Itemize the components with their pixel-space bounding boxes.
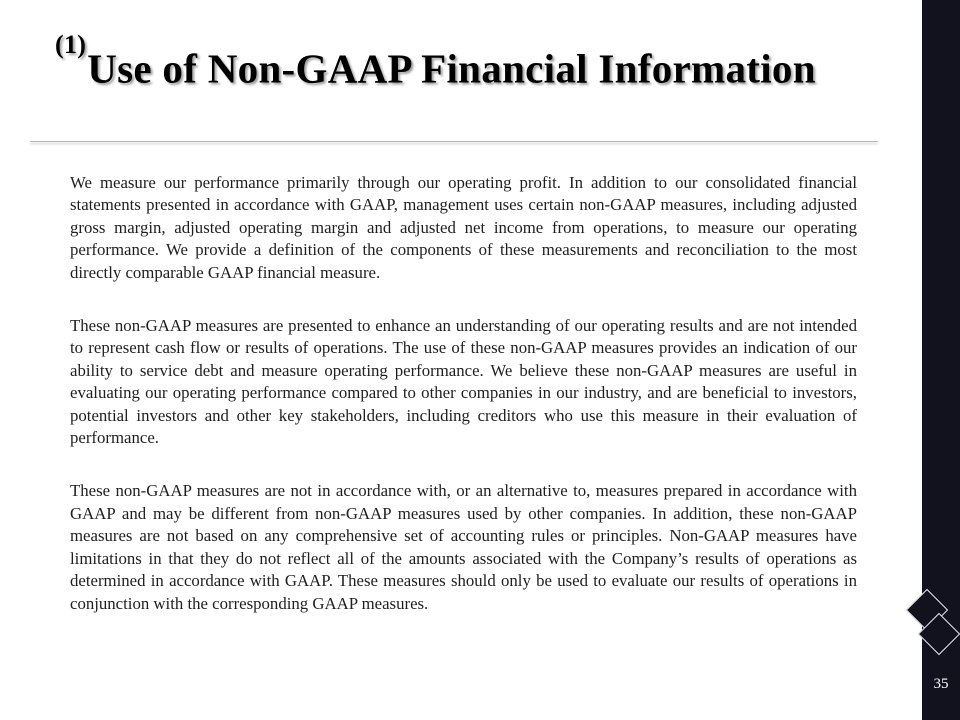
body-paragraph: We measure our performance primarily through our operating profit. In addition to our consolidated financial statements presented in accordance with GAAP, management uses certain non-GAAP measures, including adjusted gross margin, adjusted operating margin and adjusted net income from operations, to measure our operating performance. We provide a definition of the components of these measurements and reconciliation to the most directly comparable GAAP financial measure. [70, 173, 857, 282]
body-paragraph: These non-GAAP measures are presented to enhance an understanding of our operating results and are not intended to represent cash flow or results of operations. The use of these non-GAAP measures provides an indication of our ability to service debt and measure operating performance. We believe these non-GAAP measures are useful in evaluating our operating performance compared to other companies in our industry, and are beneficial to investors, potential investors and other key stakeholders, including creditors who use this measure in their evaluation of performance. [70, 316, 857, 448]
title-block [55, 30, 880, 92]
slide-title [55, 30, 880, 92]
title-footnote-marker: (1) [55, 30, 87, 59]
slide-body [70, 172, 857, 615]
body-paragraph: These non-GAAP measures are not in accordance with, or an alternative to, measures prepared in accordance with GAAP and may be different from non-GAAP measures used by other companies. In addition, these non-GAAP measures are not based on any comprehensive set of accounting rules or principles. Non-GAAP measures have limitations in that they do not reflect all of the amounts associated with the Company’s results of operations as determined in accordance with GAAP. These measures should only be used to evaluate our results of operations in conjunction with the corresponding GAAP measures. [70, 481, 857, 613]
page-number: 35 [933, 676, 949, 692]
title-divider [30, 141, 878, 142]
slide-title-text: Use of Non-GAAP Financial Information [87, 45, 816, 92]
